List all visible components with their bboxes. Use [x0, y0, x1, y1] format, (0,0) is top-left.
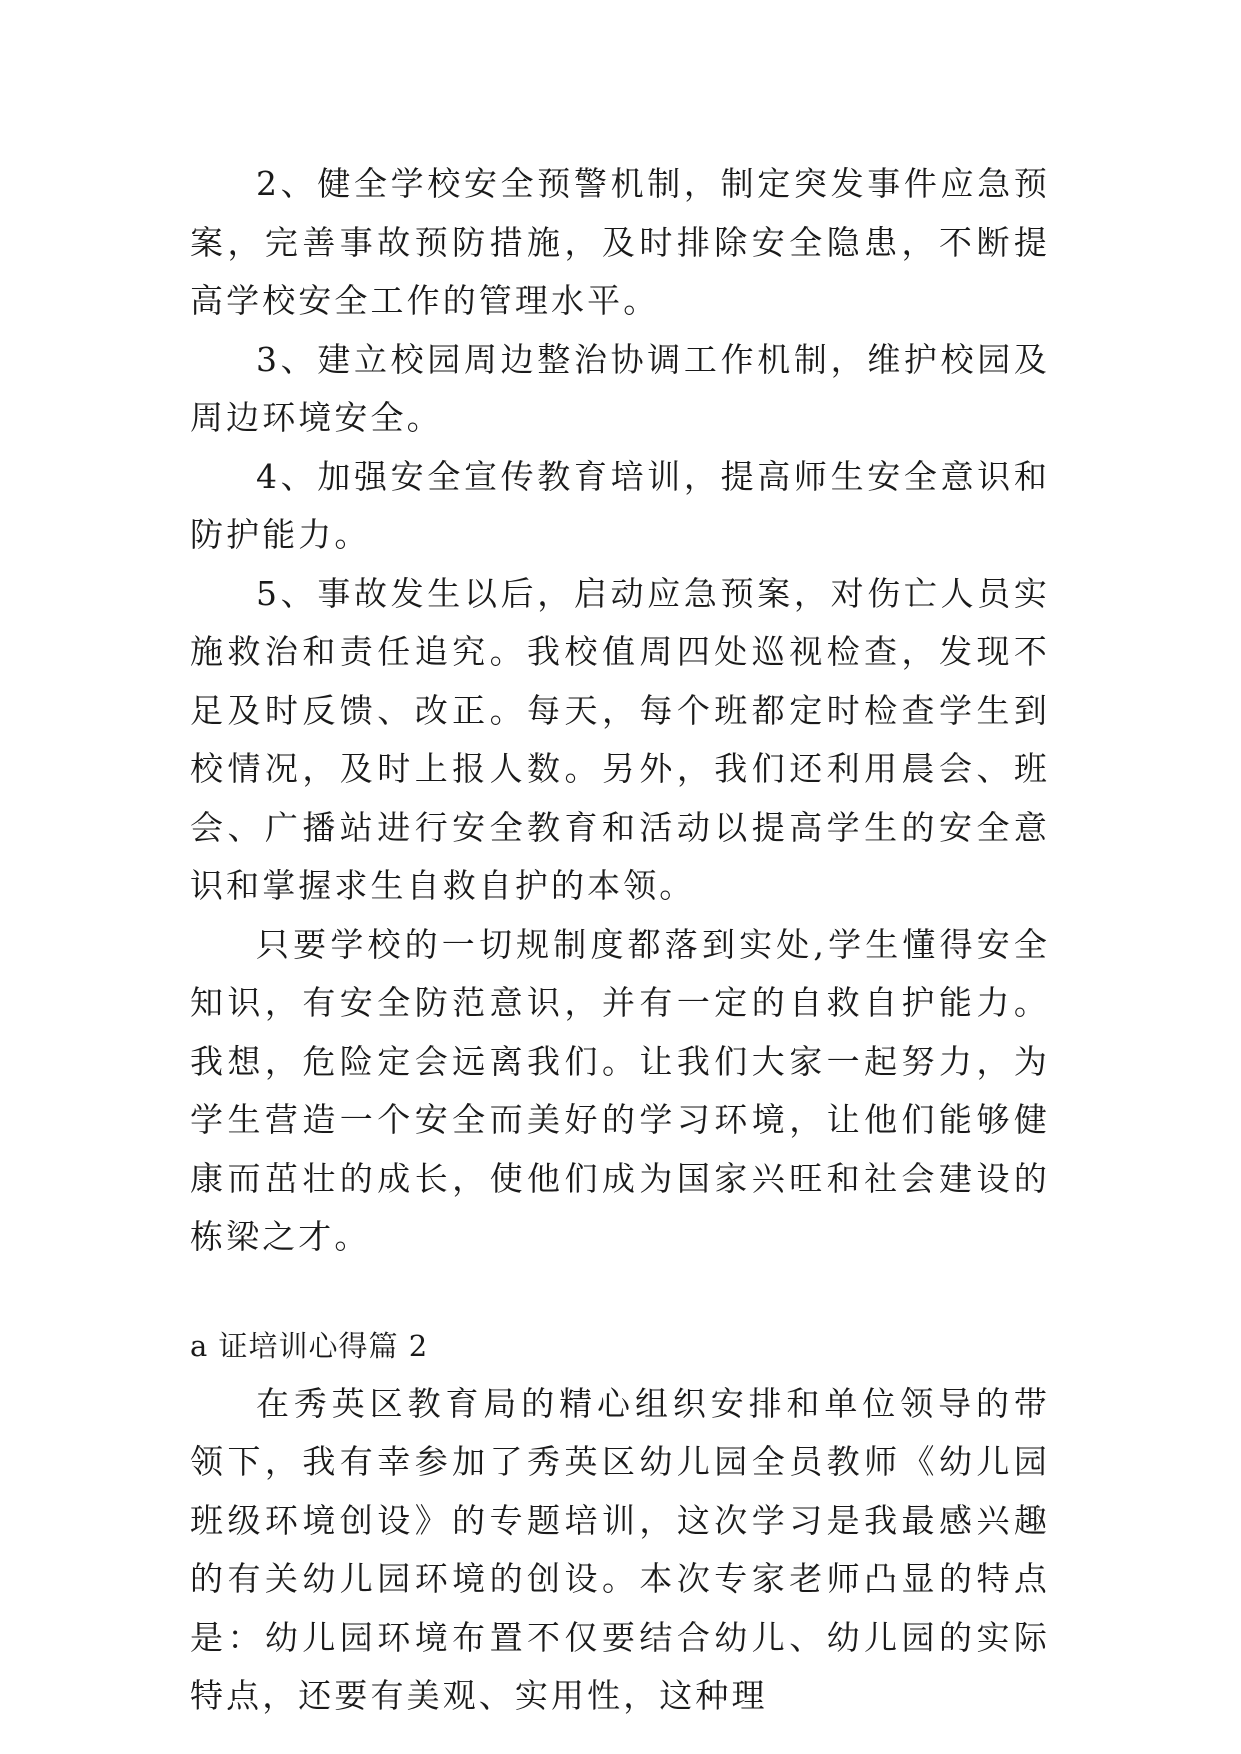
paragraph-conclusion [190, 916, 1050, 1267]
paragraph-text: 在秀英区教育局的精心组织安排和单位领导的带领下，我有幸参加了秀英区幼儿园全员教师《幼儿园班级环境创设》的专题培训，这次学习是我最感兴趣的有关幼儿园环境的创设。本次专家老师凸显的特点是：幼儿园环境布置不仅要结合幼儿、幼儿园的实际特点，还要有美观、实用性，这种理 [190, 1383, 1050, 1715]
paragraph-text: 只要学校的一切规制度都落到实处,学生懂得安全知识，有安全防范意识，并有一定的自救自护能力。我想，危险定会远离我们。让我们大家一起努力，为学生营造一个安全而美好的学习环境，让他们能够健康而茁壮的成长，使他们成为国家兴旺和社会建设的栋梁之才。 [190, 924, 1050, 1256]
paragraph-item-5 [190, 565, 1050, 916]
document-page [190, 155, 1050, 1726]
paragraph-text: 2、健全学校安全预警机制，制定突发事件应急预案，完善事故预防措施，及时排除安全隐患，不断提高学校安全工作的管理水平。 [190, 164, 1050, 320]
paragraph-item-2 [190, 155, 1050, 331]
section-heading: a 证培训心得篇 2 [190, 1328, 429, 1363]
paragraph-training-intro [190, 1375, 1050, 1726]
paragraph-text: 5、事故发生以后，启动应急预案，对伤亡人员实施救治和责任追究。我校值周四处巡视检查，发现不足及时反馈、改正。每天，每个班都定时检查学生到校情况，及时上报人数。另外，我们还利用晨会、班会、广播站进行安全教育和活动以提高学生的安全意识和掌握求生自救自护的本领。 [190, 573, 1050, 905]
paragraph-text: 4、加强安全宣传教育培训，提高师生安全意识和防护能力。 [190, 456, 1050, 554]
paragraph-item-3 [190, 331, 1050, 448]
paragraph-item-4 [190, 448, 1050, 565]
paragraph-text: 3、建立校园周边整治协调工作机制，维护校园及周边环境安全。 [190, 339, 1050, 437]
